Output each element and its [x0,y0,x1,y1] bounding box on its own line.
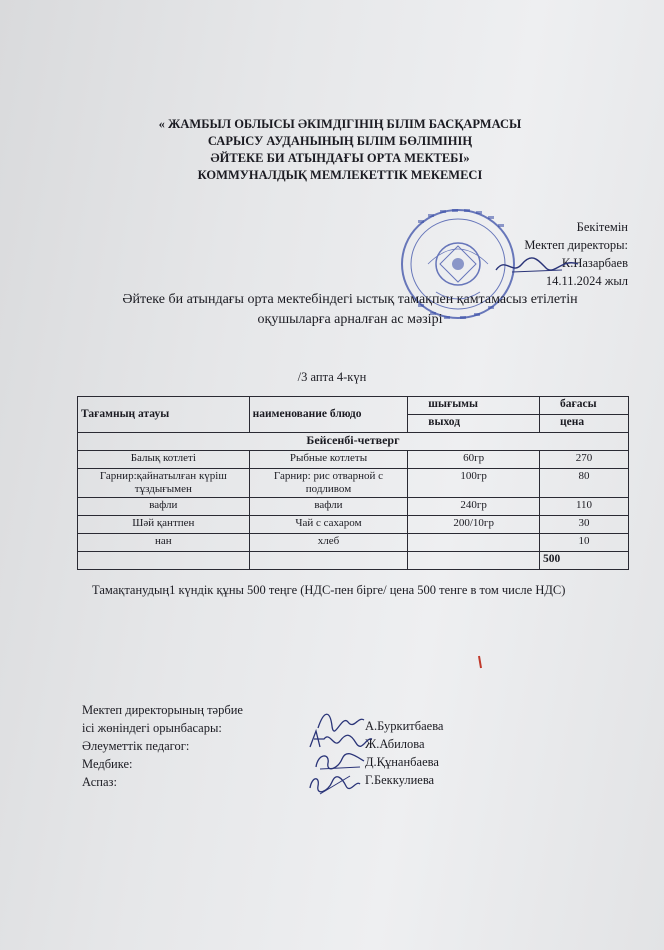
menu-title-line-1: Әйтеке би атындағы орта мектебіндегі ыстық тамақпен қамтамасыз етілетін [122,292,578,307]
ink-mark-icon [476,655,484,669]
table-row [78,498,629,516]
total-row [78,552,629,570]
table-row [78,451,629,469]
dish-price: 80 [540,469,629,498]
dish-ru: Чай с сахаром [249,516,408,534]
total-empty-3 [408,552,540,570]
dish-yield: 60гр [408,451,540,469]
director-position: Мектеп директоры: [524,238,628,252]
dish-kz: нан [78,534,250,552]
week-day-label: /3 апта 4-күн [297,370,367,384]
total-empty-1 [78,552,250,570]
header-yield-ru: выход [408,415,540,433]
social-pedagogue-name: Ж.Абилова [365,737,425,751]
day-label: Бейсенбі-четверг [78,433,629,451]
header-name-ru: наименование блюдо [249,397,408,433]
signatory-roles [82,701,243,791]
dish-kz: Балық котлеті [78,451,250,469]
deputy-role-line-1: Мектеп директорының тәрбие [82,703,243,717]
director-signature-icon [492,250,582,280]
dish-price: 110 [540,498,629,516]
table-header-row [78,397,629,415]
table-row [78,469,629,498]
approval-date: 14.11.2024 жыл [545,274,628,288]
deputy-name: А.Буркитбаева [365,719,444,733]
menu-title [70,290,630,330]
dish-yield: 240гр [408,498,540,516]
nurse-name: Д.Құнанбаева [365,755,439,769]
header-yield-kz: шығымы [408,397,540,415]
header-name-kz: Тағамның атауы [78,397,250,433]
signatory-names [365,717,444,789]
total-empty-2 [249,552,408,570]
table-row [78,534,629,552]
dish-yield: 100гр [408,469,540,498]
cook-name: Г.Беккулиева [365,773,435,787]
header-price-kz: бағасы [540,397,629,415]
menu-title-line-2: оқушыларға арналған ас мәзірі [257,312,443,327]
total-price: 500 [540,552,629,570]
dish-price: 10 [540,534,629,552]
header-line-3: ӘЙТЕКЕ БИ АТЫНДАҒЫ ОРТА МЕКТЕБІ» [210,151,470,165]
header-price-ru: цена [540,415,629,433]
cook-signature-icon [306,770,364,798]
dish-kz: Шәй қантпен [78,516,250,534]
dish-kz: Гарнир:қайнатылған күріш тұздығымен [78,469,250,498]
director-name: К.Назарбаев [561,256,628,270]
header-line-2: САРЫСУ АУДАНЫНЫҢ БІЛІМ БӨЛІМІНІҢ [207,134,473,148]
header-line-1: « ЖАМБЫЛ ОБЛЫСЫ ӘКІМДІГІНІҢ БІЛІМ БАСҚАРМАСЫ [158,117,522,131]
dish-price: 30 [540,516,629,534]
menu-table [77,396,629,570]
organization-header [90,116,590,184]
deputy-role-line-2: ісі жөніндегі орынбасары: [82,721,222,735]
dish-price: 270 [540,451,629,469]
dish-yield: 200/10гр [408,516,540,534]
day-row [78,433,629,451]
table-row [78,516,629,534]
dish-ru: вафли [249,498,408,516]
approval-label: Бекітемін [576,220,628,234]
dish-ru: Рыбные котлеты [249,451,408,469]
nurse-role: Медбике: [82,757,133,771]
header-line-4: КОММУНАЛДЫҚ МЕМЛЕКЕТТІК МЕКЕМЕСІ [197,168,483,182]
dish-kz: вафли [78,498,250,516]
cook-role: Аспаз: [82,775,117,789]
daily-cost-note: Тамақтанудың1 күндік құны 500 теңге (НДС-пен бірге/ цена 500 тенге в том числе НДС) [92,583,566,597]
social-pedagogue-role: Әлеуметтік педагог: [82,739,190,753]
dish-ru: хлеб [249,534,408,552]
dish-yield [408,534,540,552]
dish-ru: Гарнир: рис отварной с подливом [249,469,408,498]
